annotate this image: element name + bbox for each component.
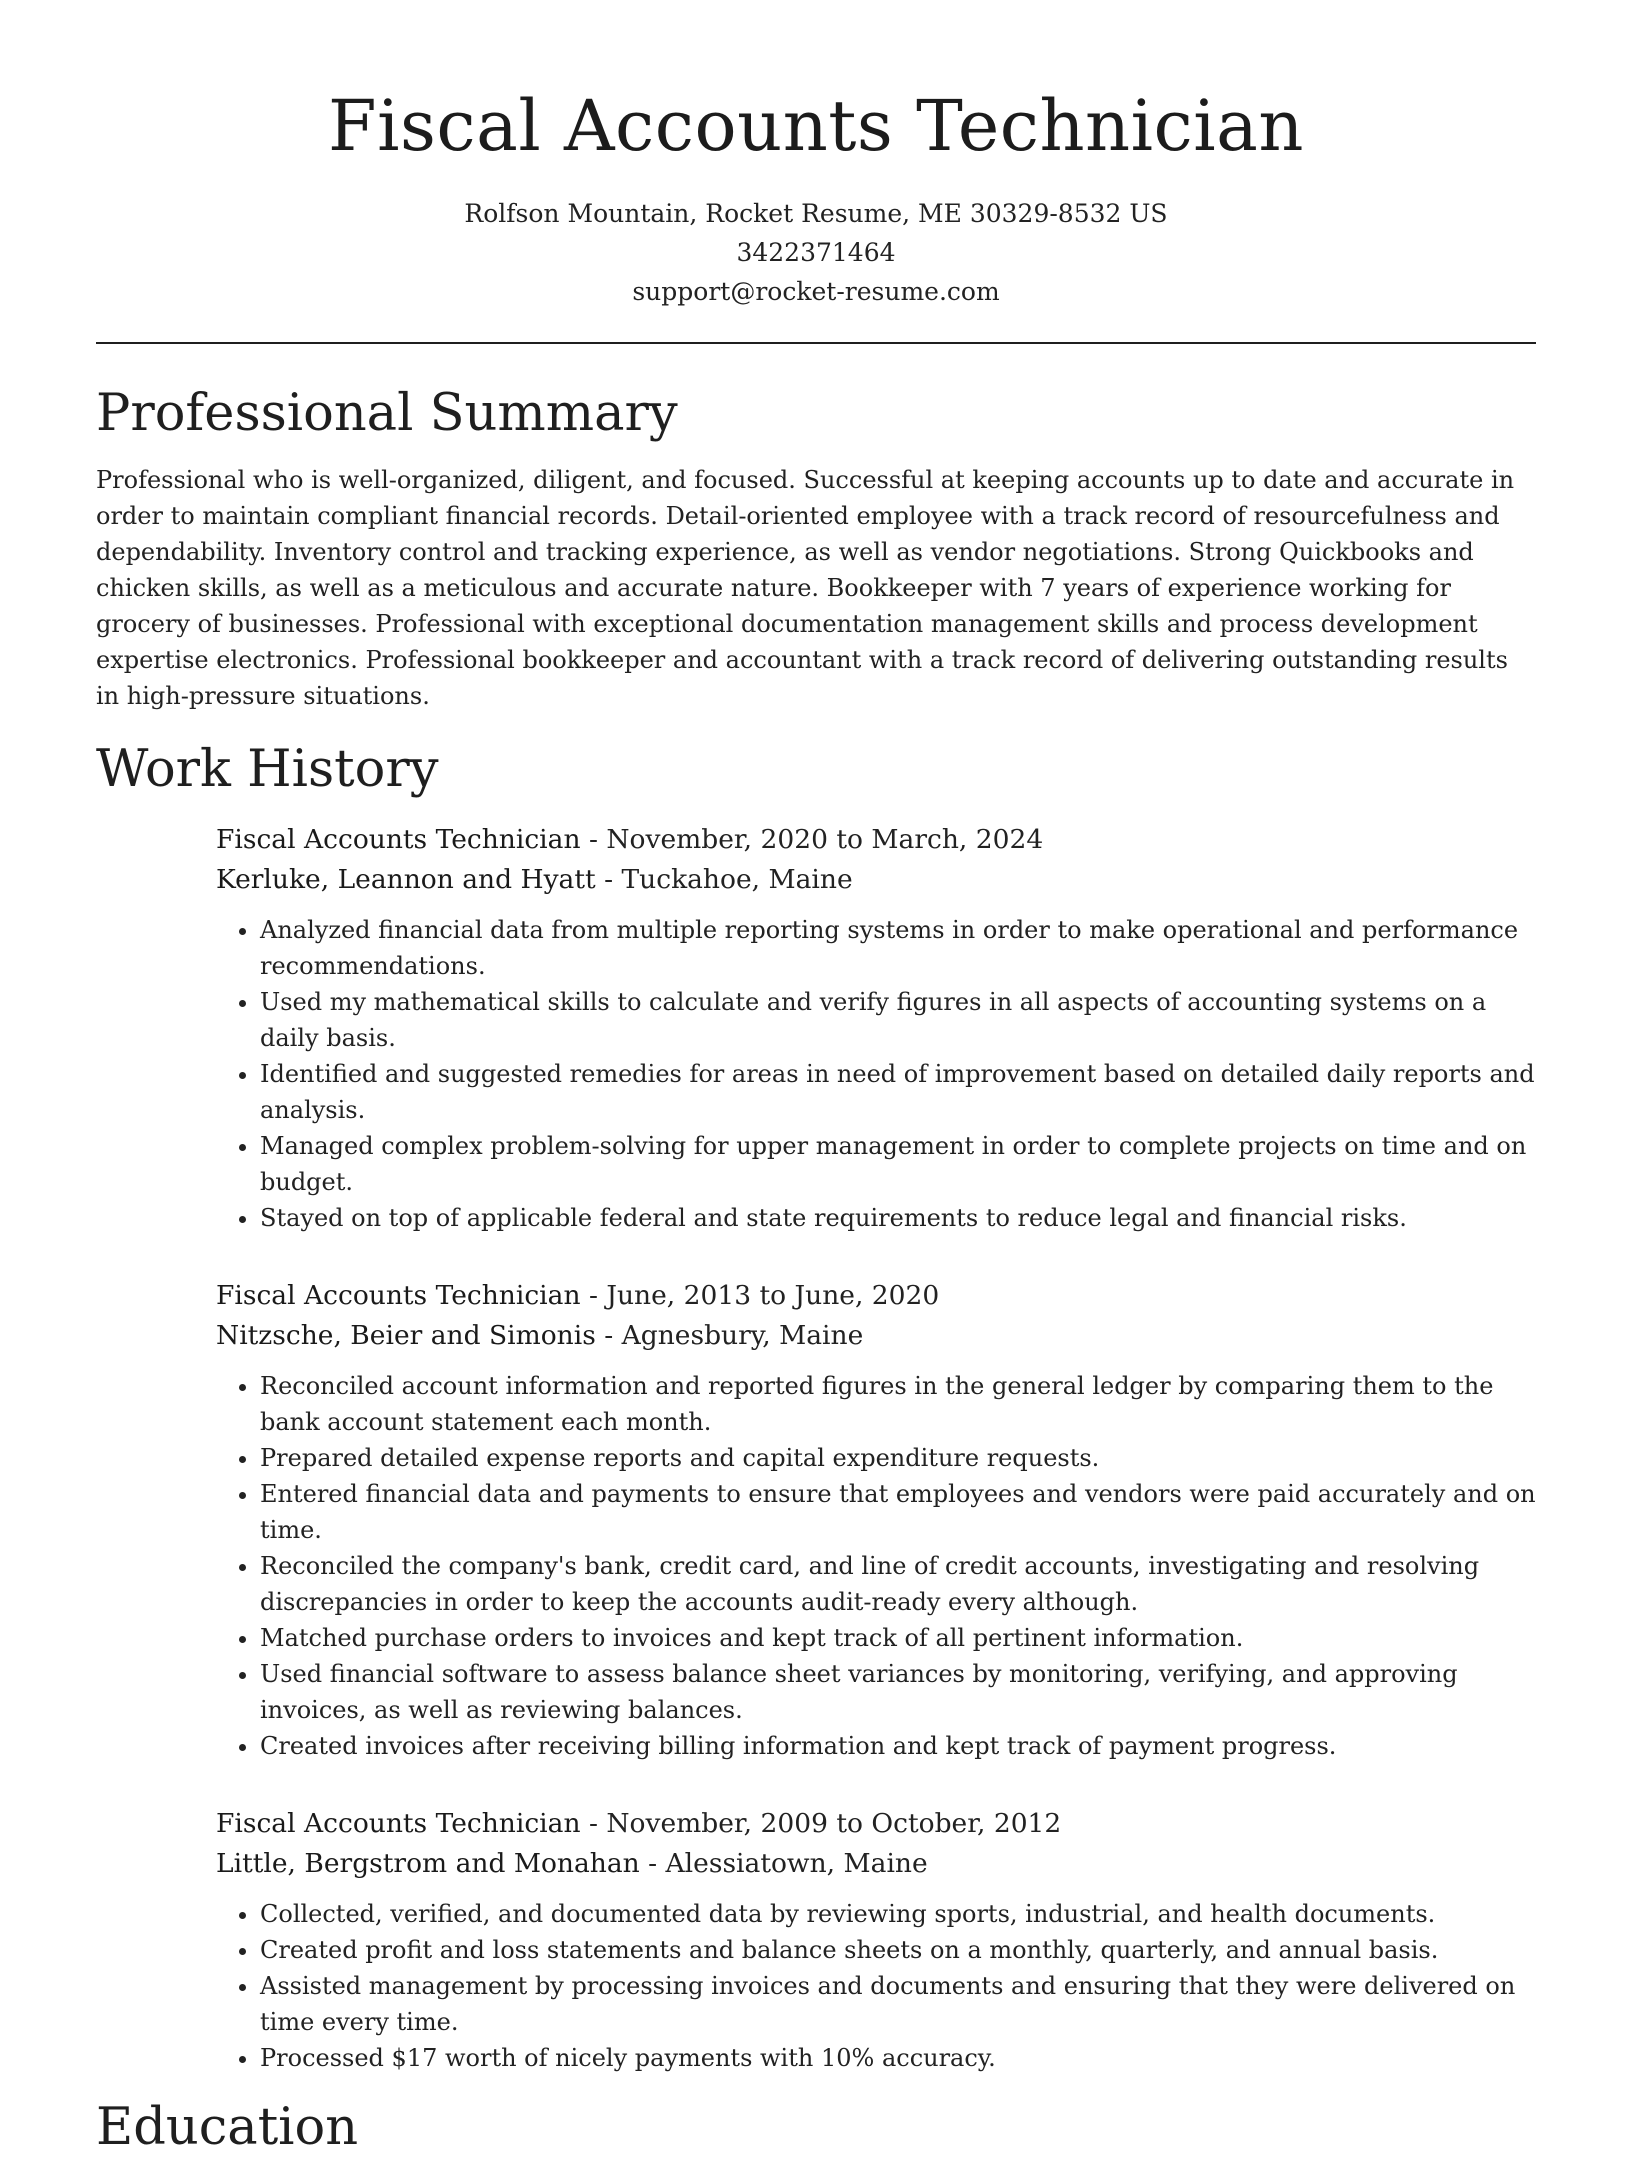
job-entry	[216, 820, 1536, 1236]
job-entry	[216, 1276, 1536, 1764]
list-item: • Used my mathematical skills to calculate and verify figures in all aspects of accounting systems on a daily basis.	[260, 984, 1536, 1056]
separator: -	[580, 1280, 607, 1311]
contact-phone: 3422371464	[736, 238, 896, 267]
job-dates: June, 2013 to June, 2020	[606, 1280, 940, 1311]
list-item: • Entered financial data and payments to ensure that employees and vendors were paid accurately and on time.	[260, 1476, 1536, 1548]
contact-address: Rolfson Mountain, Rocket Resume, ME 30329-8532 US	[464, 199, 1168, 228]
spacer	[96, 1764, 1536, 1788]
resume-header	[0, 0, 1632, 311]
header-divider	[96, 342, 1536, 344]
job-company: Kerluke, Leannon and Hyatt	[216, 864, 596, 895]
job-role: Fiscal Accounts Technician	[216, 1808, 581, 1839]
job-role-line	[216, 1276, 1536, 1316]
summary-text: Professional who is well-organized, diligent, and focused. Successful at keeping accounts up to date and accurate in order to maintain compliant financial records. Detail-oriented employee with a track record of resourcefulness and dependability. Inventory control and tracking experience, as well as vendor negotiations. Strong Quickbooks and chicken skills, as well as a meticulous and accurate nature. Bookkeeper with 7 years of experience working for grocery of businesses. Professional with exceptional documentation management skills and process development expertise electronics. Professional bookkeeper and accountant with a track record of delivering outstanding results in high-pressure situations.	[96, 466, 1515, 710]
job-dates: November, 2020 to March, 2024	[606, 824, 1044, 855]
list-item: • Stayed on top of applicable federal and state requirements to reduce legal and financial risks.	[260, 1200, 1536, 1236]
job-dates: November, 2009 to October, 2012	[606, 1808, 1062, 1839]
job-bullets	[216, 1368, 1536, 1764]
job-company: Nitzsche, Beier and Simonis	[216, 1320, 596, 1351]
list-item: • Managed complex problem-solving for upper management in order to complete projects on time and on budget.	[260, 1128, 1536, 1200]
summary-section	[96, 380, 1536, 714]
job-company-line	[216, 860, 1536, 900]
separator: -	[595, 864, 622, 895]
job-role: Fiscal Accounts Technician	[216, 824, 581, 855]
candidate-title: Fiscal Accounts Technician	[328, 85, 1304, 167]
work-history-section	[96, 736, 1536, 2076]
list-item: • Created profit and loss statements and balance sheets on a monthly, quarterly, and annual basis.	[260, 1932, 1536, 1968]
resume-body	[96, 380, 1536, 2162]
separator: -	[580, 824, 607, 855]
job-location: Tuckahoe, Maine	[621, 864, 853, 895]
job-location: Agnesbury, Maine	[621, 1320, 864, 1351]
job-company: Little, Bergstrom and Monahan	[216, 1848, 640, 1879]
job-bullets	[216, 912, 1536, 1236]
list-item: • Created invoices after receiving billing information and kept track of payment progress.	[260, 1728, 1536, 1764]
education-heading: Education	[96, 2098, 359, 2157]
list-item: • Collected, verified, and documented data by reviewing sports, industrial, and health documents.	[260, 1896, 1536, 1932]
separator: -	[639, 1848, 666, 1879]
list-item: • Assisted management by processing invoices and documents and ensuring that they were delivered on time every time.	[260, 1968, 1536, 2040]
list-item: • Prepared detailed expense reports and capital expenditure requests.	[260, 1440, 1536, 1476]
job-role: Fiscal Accounts Technician	[216, 1280, 581, 1311]
list-item: • Matched purchase orders to invoices and kept track of all pertinent information.	[260, 1620, 1536, 1656]
job-location: Alessiatown, Maine	[665, 1848, 928, 1879]
contact-block	[0, 194, 1632, 311]
job-bullets	[216, 1896, 1536, 2076]
work-history-heading: Work History	[96, 740, 439, 799]
summary-heading: Professional Summary	[96, 384, 678, 443]
list-item: • Reconciled account information and reported figures in the general ledger by comparing them to the bank account statement each month.	[260, 1368, 1536, 1440]
contact-email: support@rocket-resume.com	[632, 277, 1000, 306]
education-section	[96, 2094, 1536, 2162]
list-item: • Used financial software to assess balance sheet variances by monitoring, verifying, and approving invoices, as well as reviewing balances.	[260, 1656, 1536, 1728]
job-role-line	[216, 1804, 1536, 1844]
list-item: • Reconciled the company's bank, credit card, and line of credit accounts, investigating and resolving discrepancies in order to keep the accounts audit-ready every although.	[260, 1548, 1536, 1620]
separator: -	[595, 1320, 622, 1351]
job-company-line	[216, 1844, 1536, 1884]
spacer	[96, 1236, 1536, 1260]
job-role-line	[216, 820, 1536, 860]
job-company-line	[216, 1316, 1536, 1356]
list-item: • Analyzed financial data from multiple reporting systems in order to make operational and performance recommendations.	[260, 912, 1536, 984]
list-item: • Processed $17 worth of nicely payments with 10% accuracy.	[260, 2040, 1536, 2076]
separator: -	[580, 1808, 607, 1839]
job-entry	[216, 1804, 1536, 2076]
list-item: • Identified and suggested remedies for areas in need of improvement based on detailed daily reports and analysis.	[260, 1056, 1536, 1128]
